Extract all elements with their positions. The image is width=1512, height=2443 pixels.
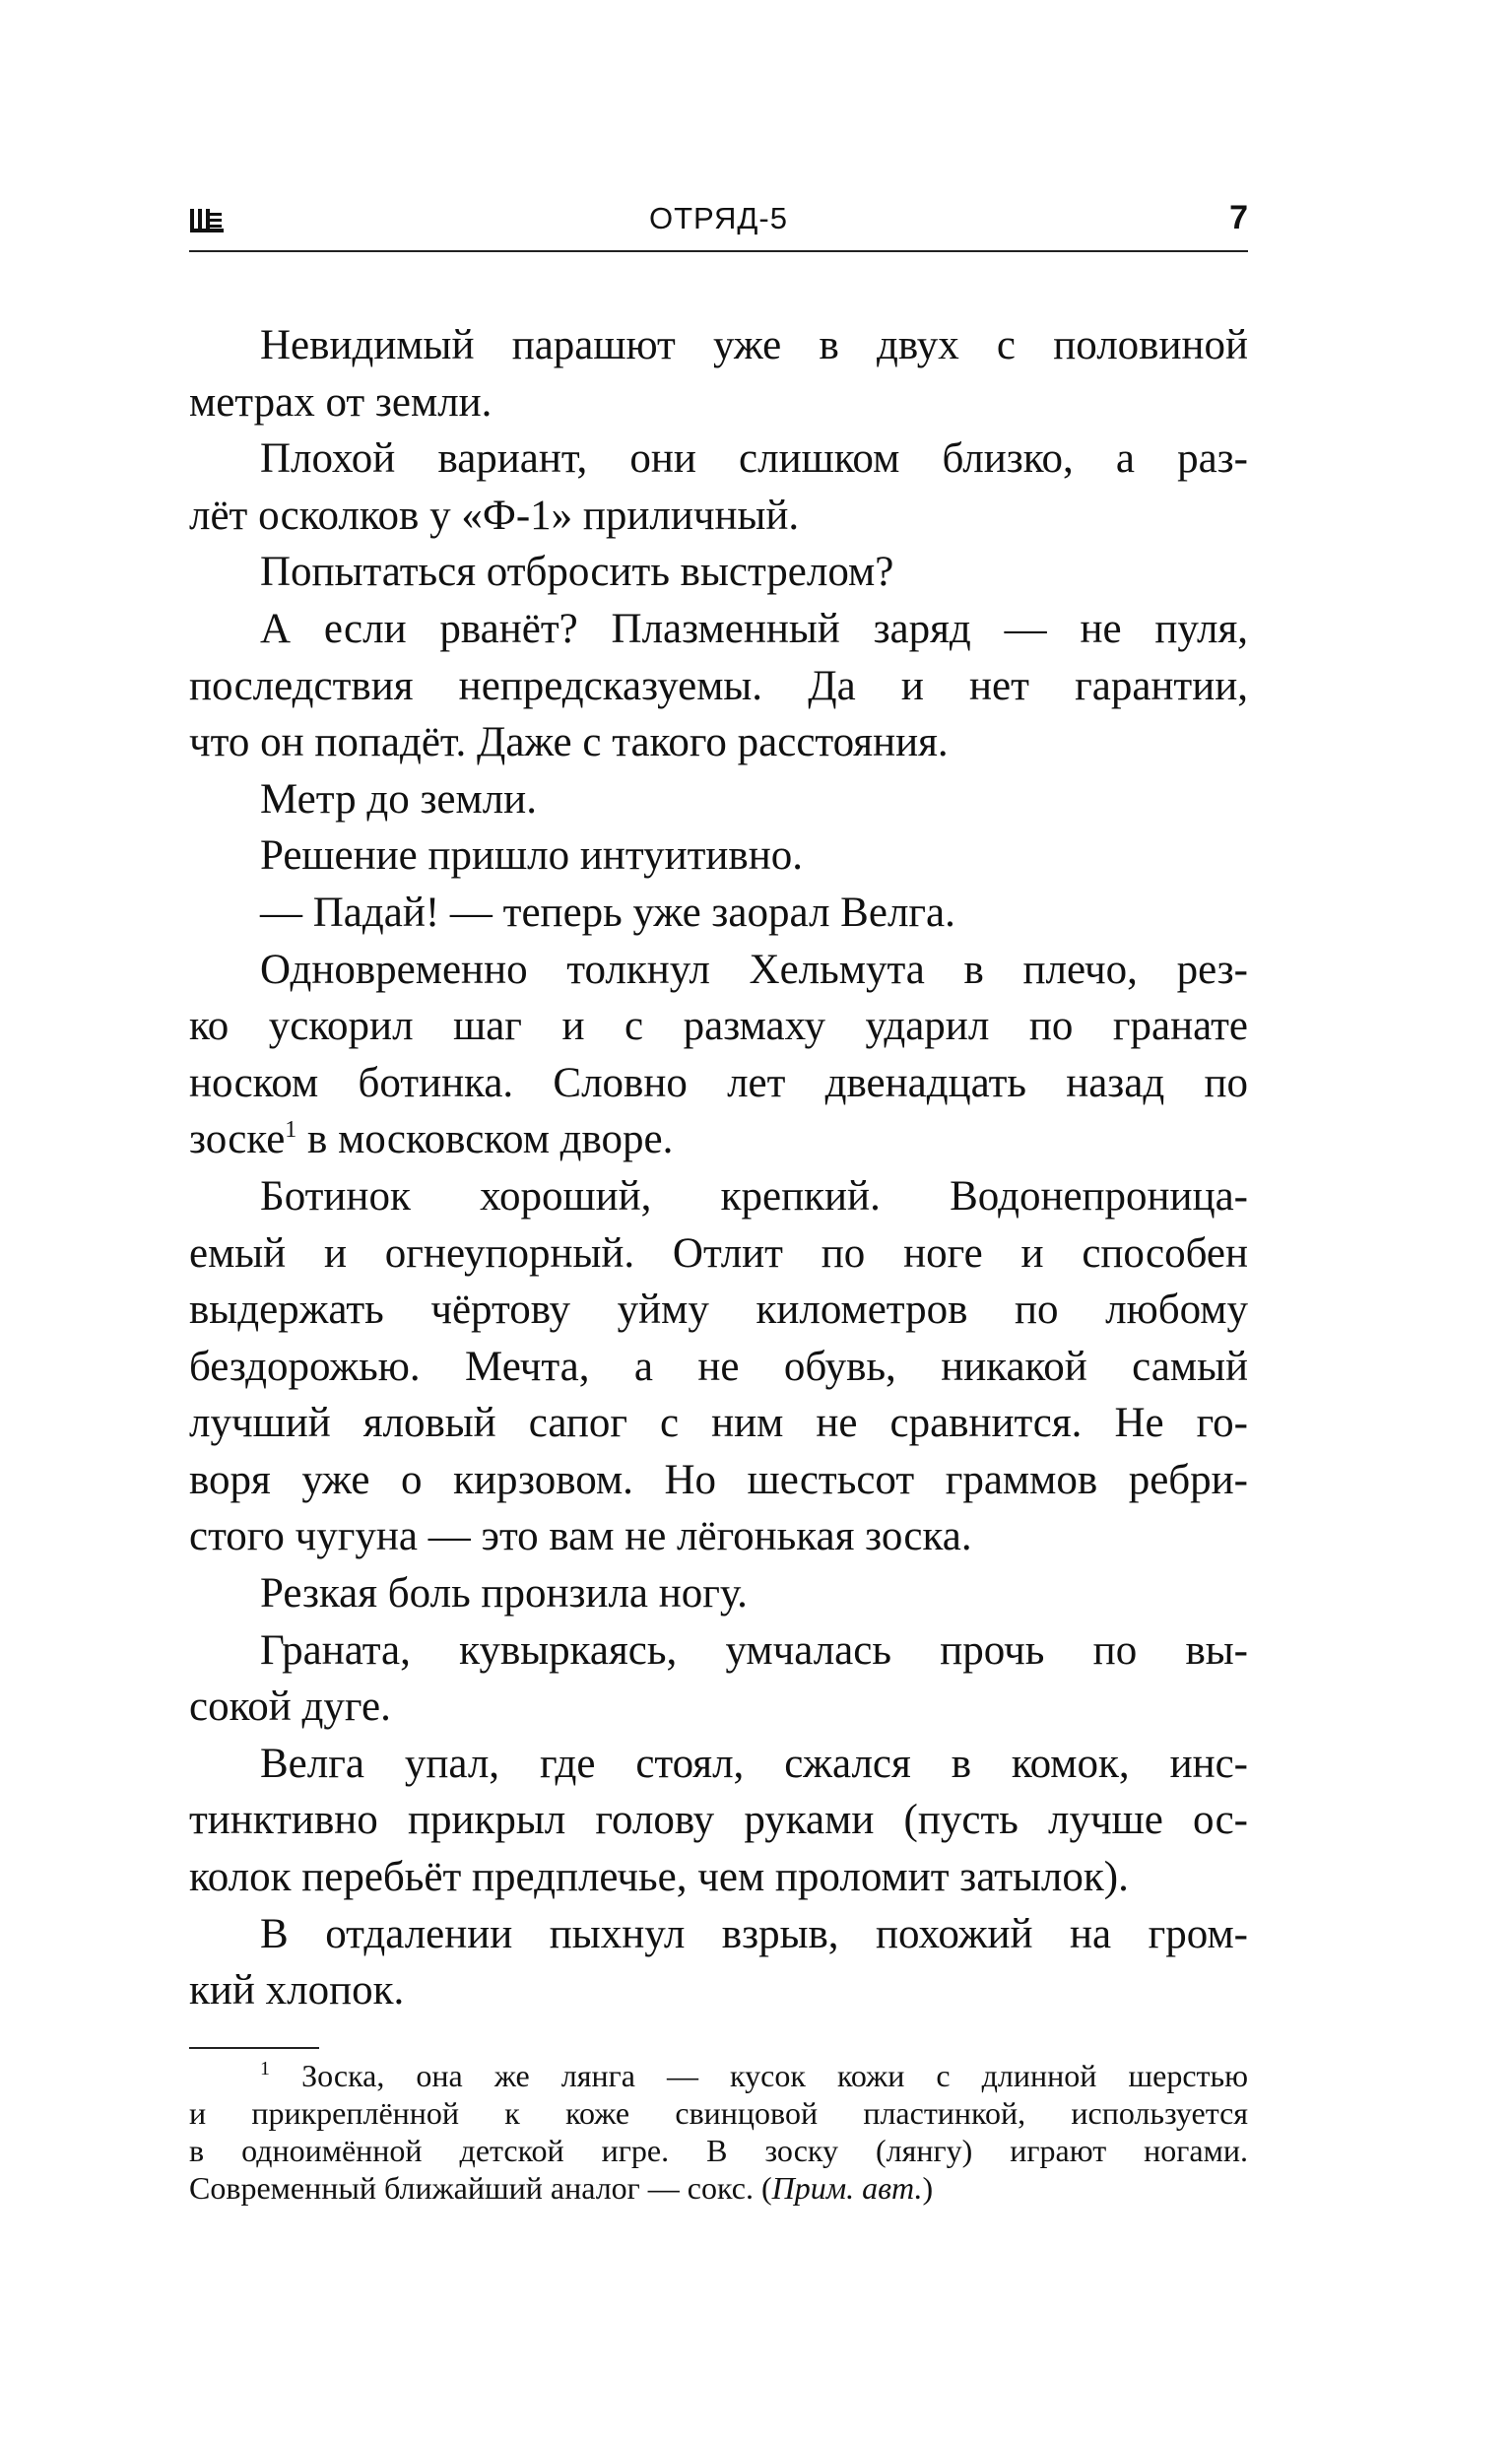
- footnote-reference[interactable]: 1: [285, 1117, 297, 1144]
- footnote-mark: 1: [260, 2058, 270, 2080]
- paragraph: [189, 430, 1248, 544]
- footnote-line: [189, 2169, 1248, 2207]
- body-text: [189, 317, 1248, 2019]
- text-fragment: ): [922, 2170, 934, 2206]
- footnote-line: и прикреплённой к коже свинцовой пластинкой, используется: [189, 2095, 1248, 2131]
- text-line: лучший яловый сапог с ним не сравнится. Не го-: [189, 1400, 1248, 1447]
- footnote-line: в одноимённой детской игре. В зоску (лянгу) играют ногами.: [189, 2133, 1248, 2168]
- text-line: Резкая боль пронзила ногу.: [260, 1570, 748, 1618]
- text-line: воря уже о кирзовом. Но шестьсот граммов ребри-: [189, 1456, 1248, 1503]
- text-line: последствия непредсказуемы. Да и нет гарантии,: [189, 662, 1248, 709]
- running-header: [189, 195, 1248, 252]
- text-fragment: в московском дворе.: [296, 1116, 674, 1163]
- footnote-separator: [189, 2047, 319, 2049]
- text-line: лёт осколков у «Ф-1» приличный.: [189, 492, 800, 539]
- paragraph: [189, 317, 1248, 430]
- text-line: Граната, кувыркаясь, умчалась прочь по вы-: [260, 1626, 1248, 1674]
- paragraph: [189, 1168, 1248, 1565]
- text-line: колок перебьёт предплечье, чем проломит затылок).: [189, 1854, 1129, 1901]
- text-line: ко ускорил шаг и с размаху ударил по гранате: [189, 1003, 1248, 1050]
- text-line: бездорожью. Мечта, а не обувь, никакой самый: [189, 1343, 1248, 1390]
- text-line: кий хлопок.: [189, 1967, 405, 2014]
- text-line: метрах от земли.: [189, 378, 493, 426]
- footnote: [189, 2057, 1248, 2207]
- text-line: стого чугуна — это вам не лёгонькая зоска.: [189, 1513, 972, 1560]
- paragraph: [189, 544, 1248, 601]
- text-line: носком ботинка. Словно лет двенадцать назад по: [189, 1059, 1248, 1106]
- text-line: Велга упал, где стоял, сжался в комок, инс-: [260, 1740, 1248, 1787]
- text-line: Решение пришло интуитивно.: [260, 832, 803, 880]
- text-line: Невидимый парашют уже в двух с половиной: [260, 322, 1248, 368]
- text-fragment: Зоска, она же лянга — кусок кожи с длинной шерстью: [270, 2058, 1248, 2093]
- text-line: выдержать чёртову уйму километров по любому: [189, 1287, 1248, 1334]
- text-line: что он попадёт. Даже с такого расстояния.: [189, 719, 949, 766]
- text-line: Метр до земли.: [260, 775, 537, 823]
- text-line: В отдалении пыхнул взрыв, похожий на гром-: [260, 1910, 1248, 1957]
- text-line: [189, 1111, 1248, 1168]
- running-title: ОТРЯД-5: [649, 201, 788, 235]
- paragraph: [189, 827, 1248, 885]
- footnote-line: [189, 2057, 1248, 2094]
- paragraph: [189, 1622, 1248, 1736]
- paragraph: [189, 771, 1248, 828]
- paragraph: [189, 885, 1248, 942]
- text-line: Попытаться отбросить выстрелом?: [260, 549, 894, 596]
- paragraph: [189, 1565, 1248, 1622]
- paragraph: [189, 1736, 1248, 1906]
- text-fragment: зоске: [189, 1116, 286, 1163]
- paragraph: [189, 601, 1248, 771]
- text-line: Ботинок хороший, крепкий. Водонепроница-: [260, 1172, 1248, 1220]
- text-line: — Падай! — теперь уже заорал Велга.: [260, 889, 955, 936]
- text-line: Одновременно толкнул Хельмута в плечо, рез-: [260, 946, 1248, 993]
- text-line: А если рванёт? Плазменный заряд — не пуля,: [260, 605, 1248, 652]
- text-fragment: Современный ближайший аналог — сокс. (: [189, 2170, 772, 2206]
- text-line: емый и огнеупорный. Отлит по ноге и способен: [189, 1229, 1248, 1277]
- text-line: сокой дуге.: [189, 1684, 391, 1731]
- paragraph: [189, 942, 1248, 1168]
- page-number: 7: [1229, 199, 1248, 236]
- paragraph: [189, 1906, 1248, 2019]
- author-note-italic: Прим. авт.: [771, 2170, 923, 2206]
- text-line: тинктивно прикрыл голову руками (пусть лучше ос-: [189, 1797, 1248, 1844]
- text-line: Плохой вариант, они слишком близко, а раз-: [260, 435, 1248, 483]
